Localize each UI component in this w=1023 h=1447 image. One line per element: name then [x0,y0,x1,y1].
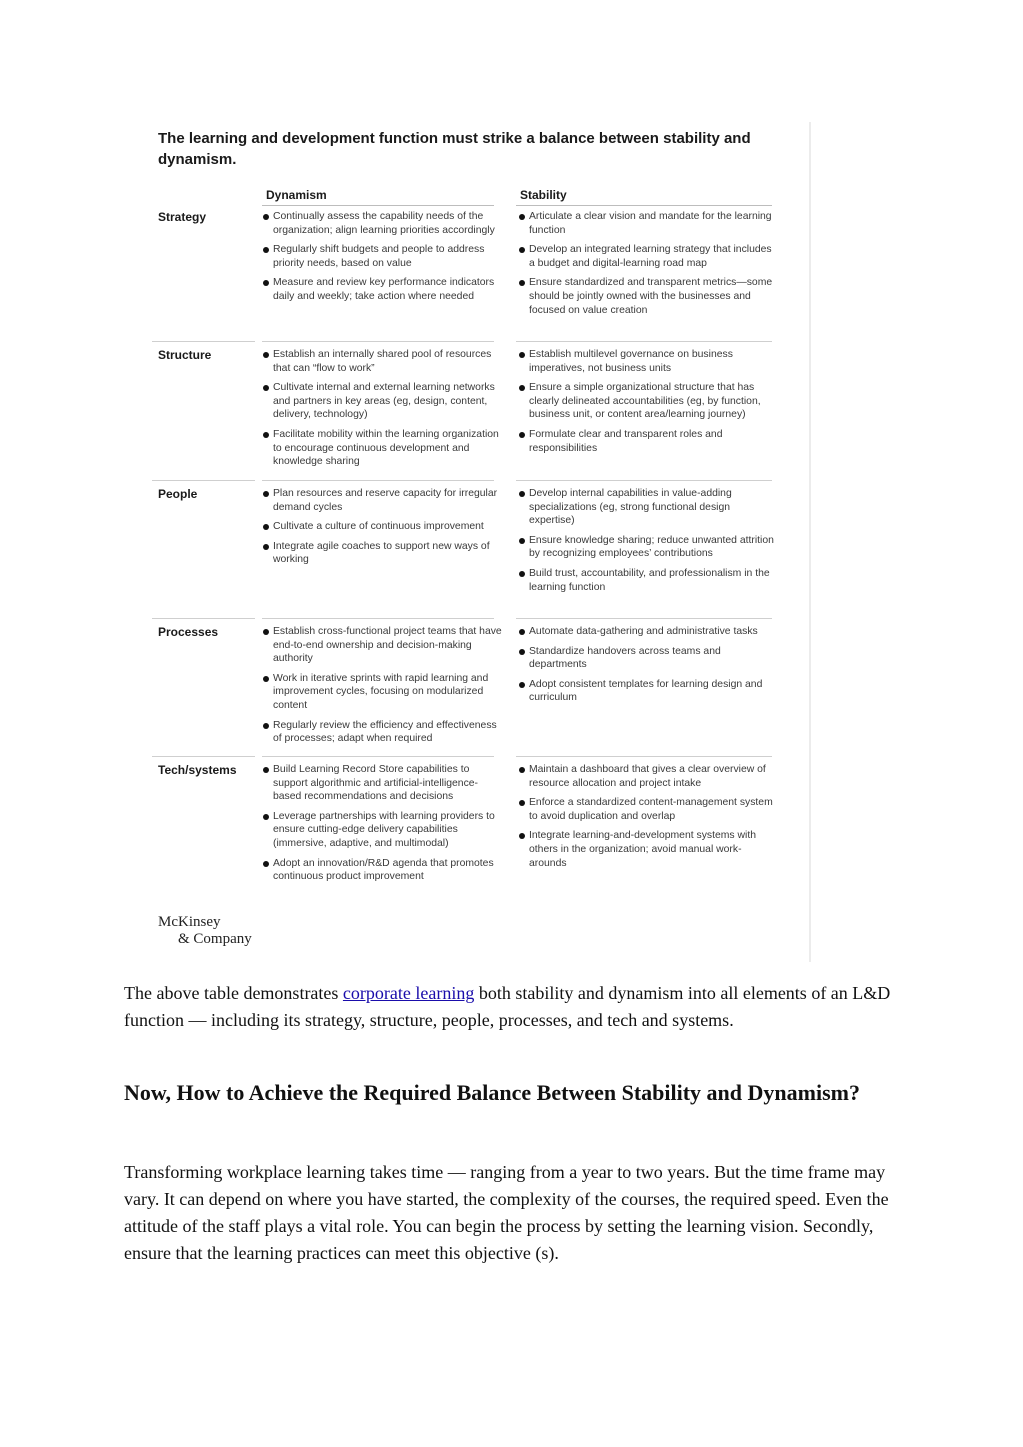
list-item: Plan resources and reserve capacity for irregular demand cycles [262,487,502,514]
row-divider [516,341,772,342]
intro-paragraph [124,980,914,1034]
list-item: Establish an internally shared pool of resources that can “flow to work” [262,348,502,375]
mckinsey-logo [158,914,252,948]
row-divider [262,480,494,481]
intro-text-end: both stability and dynamism into all elements of an L&D function — including its strategy, structure, people, processes, and tech and systems. [124,983,891,1030]
list-item: Enforce a standardized content-management system to avoid duplication and overlap [518,796,778,823]
column-header-dynamism: Dynamism [266,188,327,202]
dynamism-cell [262,210,502,310]
list-item: Regularly review the efficiency and effectiveness of processes; adapt when required [262,719,502,746]
list-item: Formulate clear and transparent roles and responsibilities [518,428,778,455]
list-item: Establish multilevel governance on business imperatives, not business units [518,348,778,375]
list-item: Cultivate internal and external learning networks and partners in key areas (eg, design, content, delivery, technology) [262,381,502,422]
corporate-learning-link[interactable]: corporate learning [342,983,475,1003]
article-intro [124,980,914,1034]
body-paragraph: Transforming workplace learning takes time — ranging from a year to two years. But the time frame may vary. It can depend on where you have started, the complexity of the courses, the required speed. Even the attitude of the staff plays a vital role. You can begin the process by setting the learning vision. Secondly, ensure that the learning practices can meet this objective (s). [124,1162,889,1263]
row-label: Structure [158,348,212,362]
stability-cell [518,487,778,600]
dynamism-cell [262,487,502,573]
stability-cell [518,348,778,461]
stability-cell [518,625,778,711]
list-item: Continually assess the capability needs of the organization; align learning priorities accordingly [262,210,502,237]
row-divider [262,618,494,619]
list-item: Develop an integrated learning strategy that includes a budget and digital-learning road map [518,243,778,270]
list-item: Articulate a clear vision and mandate for the learning function [518,210,778,237]
dynamism-cell [262,763,502,890]
row-label: Strategy [158,210,207,224]
list-item: Regularly shift budgets and people to address priority needs, based on value [262,243,502,270]
list-item: Integrate agile coaches to support new ways of working [262,540,502,567]
section-heading: Now, How to Achieve the Required Balance Between Stability and Dynamism? [124,1080,860,1105]
list-item: Ensure knowledge sharing; reduce unwanted attrition by recognizing employees’ contributions [518,534,778,561]
header-divider [262,205,494,206]
list-item: Standardize handovers across teams and departments [518,645,778,672]
row-divider [152,756,255,757]
article-body [124,1159,914,1267]
list-item: Build trust, accountability, and professionalism in the learning function [518,567,778,594]
list-item: Develop internal capabilities in value-adding specializations (eg, strong functional design expertise) [518,487,778,528]
list-item: Ensure standardized and transparent metrics—some should be jointly owned with the businesses and focused on value creation [518,276,778,317]
list-item: Adopt an innovation/R&D agenda that promotes continuous product improvement [262,857,502,884]
list-item: Build Learning Record Store capabilities to support algorithmic and artificial-intelligence-based recommendations and decisions [262,763,502,804]
row-label: People [158,487,198,501]
logo-line-1: McKinsey [158,914,221,930]
list-item: Work in iterative sprints with rapid learning and improvement cycles, focusing on modularized content [262,672,502,713]
list-item: Leverage partnerships with learning providers to ensure cutting-edge delivery capabilities (immersive, adaptive, and multimodal) [262,810,502,851]
logo-line-2: & Company [178,931,252,947]
intro-text-start: The above table demonstrates [124,983,343,1003]
list-item: Facilitate mobility within the learning organization to encourage continuous development and knowledge sharing [262,428,502,469]
dynamism-cell [262,348,502,475]
list-item: Integrate learning-and-development systems with others in the organization; avoid manual work-arounds [518,829,778,870]
figure-title: The learning and development function must strike a balance between stability and dynamism. [158,130,751,168]
balance-table-figure [152,122,815,962]
row-label: Processes [158,625,219,639]
stability-cell [518,763,778,876]
article-section [124,1078,914,1108]
list-item: Cultivate a culture of continuous improvement [262,520,502,534]
dynamism-cell [262,625,502,752]
row-divider [152,341,255,342]
figure-edge-line [809,122,811,962]
header-divider [516,205,772,206]
list-item: Ensure a simple organizational structure that has clearly delineated accountabilities (eg, by function, business unit, or content area/learning journey) [518,381,778,422]
list-item: Establish cross-functional project teams that have end-to-end ownership and decision-making authority [262,625,502,666]
row-divider [516,618,772,619]
row-divider [152,618,255,619]
list-item: Measure and review key performance indicators daily and weekly; take action where needed [262,276,502,303]
row-divider [262,756,494,757]
column-header-stability: Stability [520,188,567,202]
row-divider [516,480,772,481]
row-label: Tech/systems [158,763,237,777]
row-divider [516,756,772,757]
list-item: Automate data-gathering and administrative tasks [518,625,778,639]
row-divider [152,480,255,481]
list-item: Maintain a dashboard that gives a clear overview of resource allocation and project intake [518,763,778,790]
stability-cell [518,210,778,323]
list-item: Adopt consistent templates for learning design and curriculum [518,678,778,705]
row-divider [262,341,494,342]
